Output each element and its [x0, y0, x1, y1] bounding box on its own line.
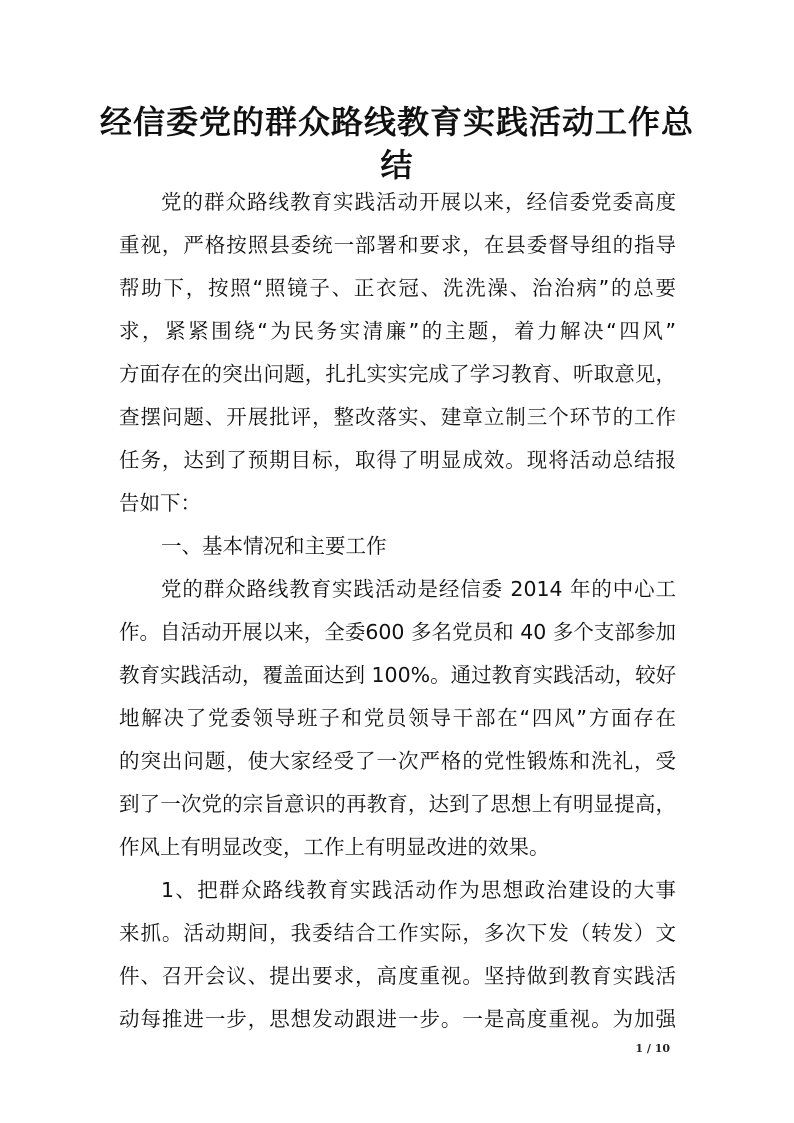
paragraph-line: 作风上有明显改变，工作上有明显改进的效果。: [119, 835, 550, 859]
paragraph-line: 教育实践活动，覆盖面达到 100%。通过教育实践活动，较好: [119, 663, 676, 687]
paragraph-line: 1、把群众路线教育实践活动作为思想政治建设的大事: [161, 878, 676, 902]
paragraph-line: 来抓。活动期间，我委结合工作实际，多次下发（转发）文: [119, 921, 676, 945]
paragraph-line: 动每推进一步，思想发动跟进一步。一是高度重视。为加强: [119, 1007, 676, 1031]
paragraph-line: 告如下：: [119, 491, 201, 515]
paragraph-line: 作。自活动开展以来，全委600 多名党员和 40 多个支部参加: [119, 620, 676, 644]
paragraph-line: 的突出问题，使大家经受了一次严格的党性锻炼和洗礼，受: [119, 749, 676, 773]
paragraph-line: 件、召开会议、提出要求，高度重视。坚持做到教育实践活: [119, 964, 676, 988]
paragraph-line: 查摆问题、开展批评，整改落实、建章立制三个环节的工作: [119, 405, 676, 429]
document-title-line-2: 结: [380, 146, 414, 184]
page-number: 1 / 10: [635, 1042, 670, 1055]
paragraph-line: 党的群众路线教育实践活动是经信委 2014 年的中心工: [161, 577, 676, 601]
document-title-line-1: 经信委党的群众路线教育实践活动工作总: [100, 103, 695, 141]
paragraph-line: 到了一次党的宗旨意识的再教育，达到了思想上有明显提高，: [119, 792, 676, 816]
paragraph-line: 求，紧紧围绕“为民务实清廉”的主题，着力解决“四风”: [119, 319, 676, 343]
paragraph-line: 任务，达到了预期目标，取得了明显成效。现将活动总结报: [119, 448, 676, 472]
paragraph-line: 帮助下，按照“照镜子、正衣冠、洗洗澡、治治病”的总要: [119, 276, 676, 300]
paragraph-line: 方面存在的突出问题，扎扎实实完成了学习教育、听取意见，: [119, 362, 676, 386]
paragraph-line: 重视，严格按照县委统一部署和要求，在县委督导组的指导: [119, 233, 676, 257]
paragraph-line: 地解决了党委领导班子和党员领导干部在“四风”方面存在: [119, 706, 676, 730]
paragraph-line: 党的群众路线教育实践活动开展以来，经信委党委高度: [161, 190, 676, 214]
section-heading: 一、基本情况和主要工作: [161, 534, 387, 558]
